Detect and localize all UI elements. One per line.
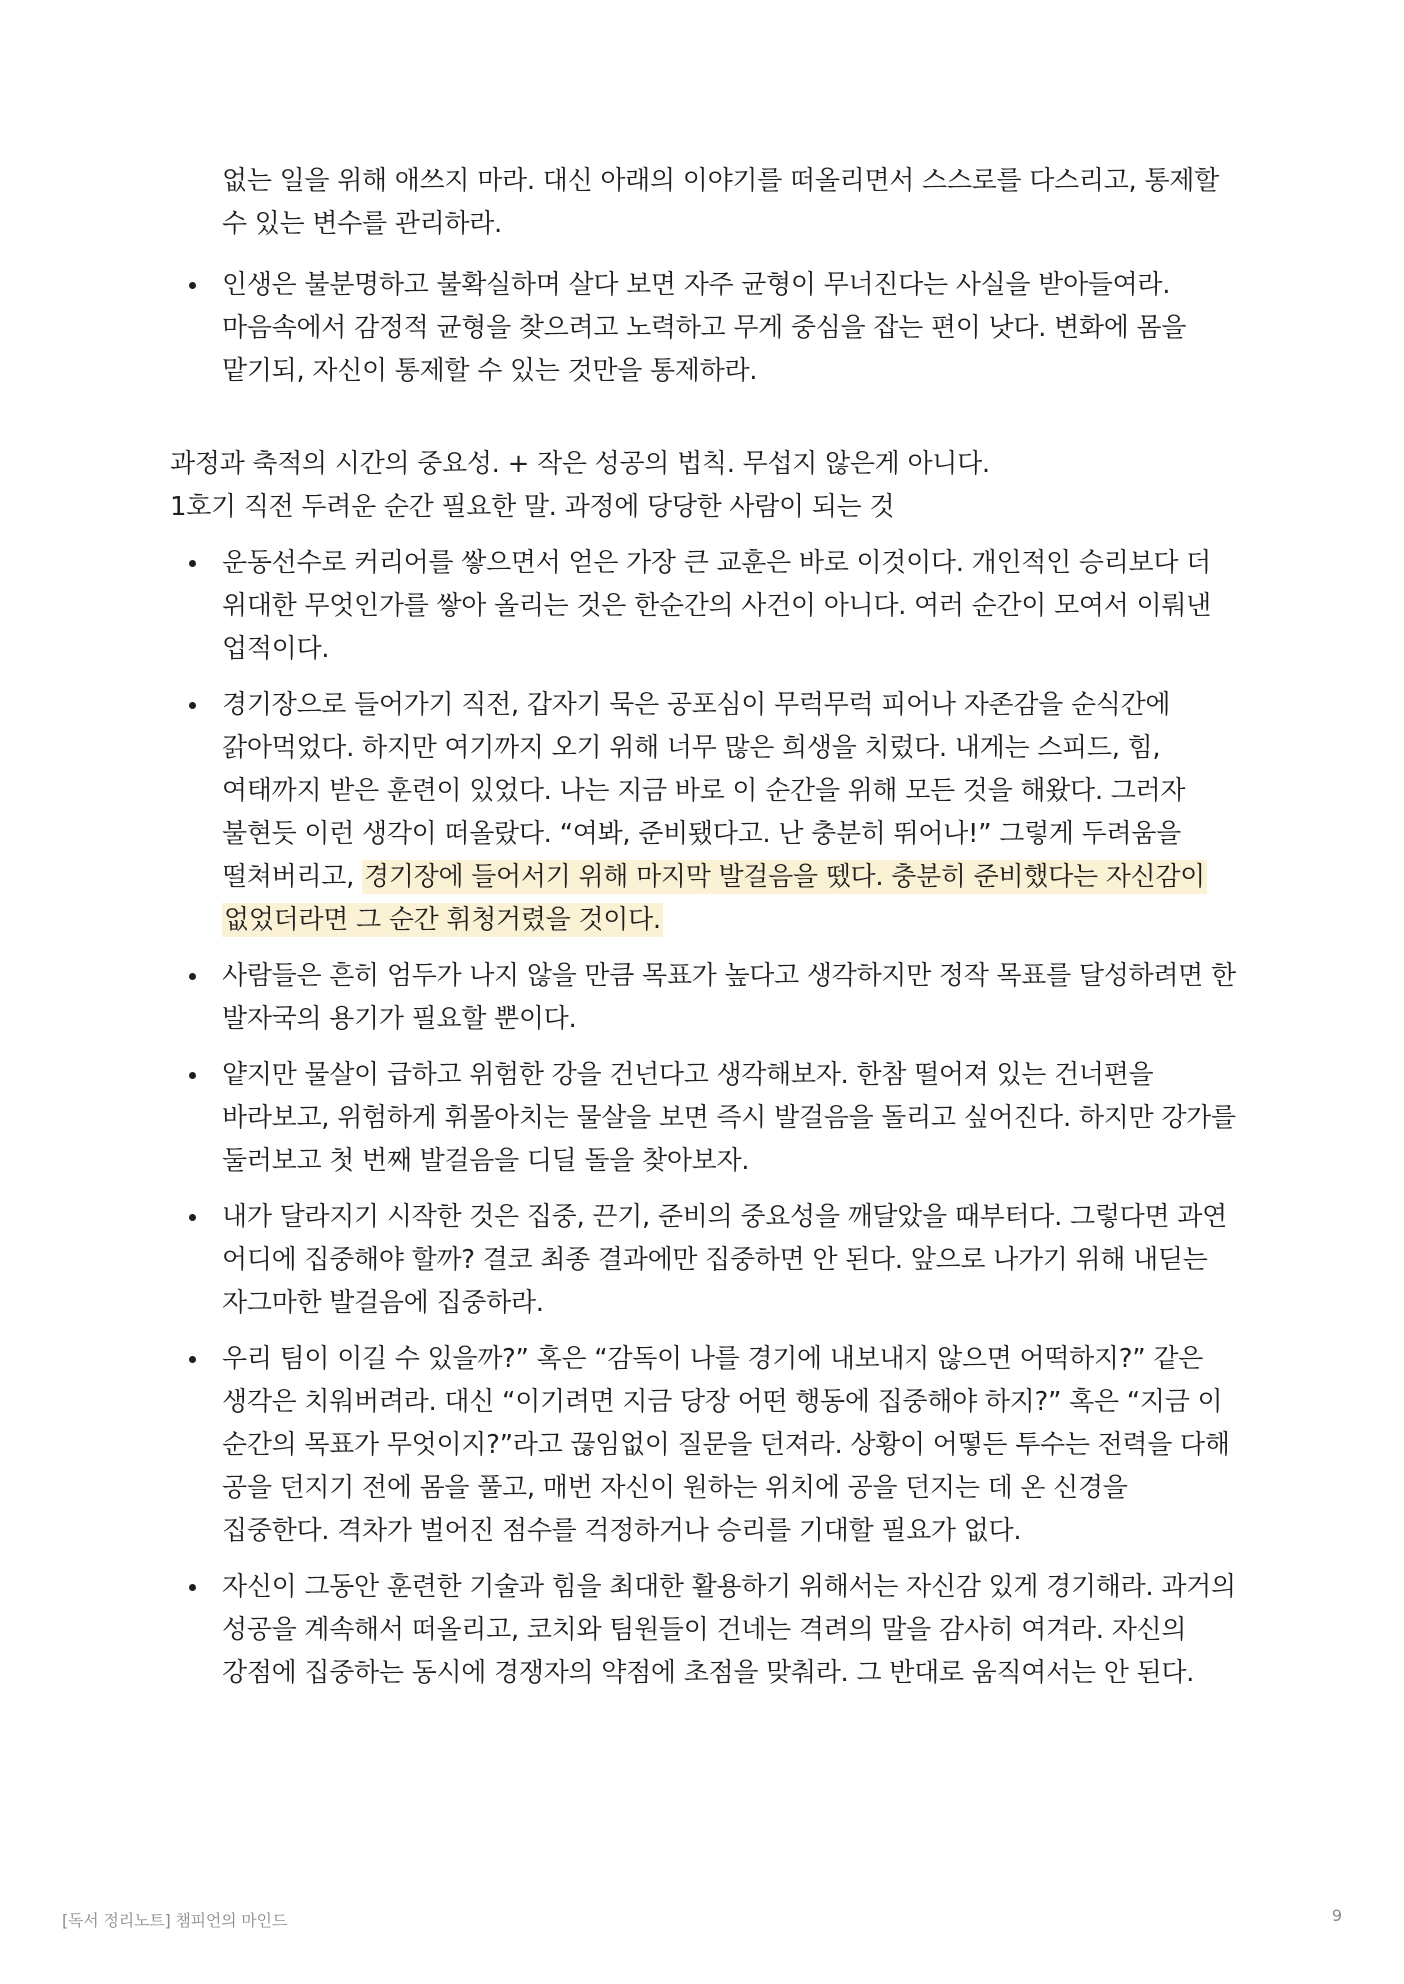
footer-title: [독서 정리노트] 챔피언의 마인드 — [62, 1911, 288, 1930]
list-item — [170, 1566, 1250, 1695]
section-heading — [170, 443, 1250, 529]
bullet-dot-icon — [189, 560, 196, 567]
list-item — [170, 542, 1250, 671]
list-item — [170, 1054, 1250, 1183]
list-item-text: 내가 달라지기 시작한 것은 집중, 끈기, 준비의 중요성을 깨달았을 때부터다. 그렇다면 과연 어디에 집중해야 할까? 결코 최종 결과에만 집중하면 안 된다. 앞으로 나가기 위해 내딛는 자그마한 발걸음에 집중하라. — [222, 1202, 1227, 1318]
section-line-2: 1호기 직전 두려운 순간 필요한 말. 과정에 당당한 사람이 되는 것 — [170, 492, 895, 522]
list-item-text: 인생은 불분명하고 불확실하며 살다 보면 자주 균형이 무너진다는 사실을 받아들여라. 마음속에서 감정적 균형을 찾으려고 노력하고 무게 중심을 잡는 편이 낫다. 변화에 몸을 맡기되, 자신이 통제할 수 있는 것만을 통제하라. — [222, 270, 1187, 386]
list-item-text: 얕지만 물살이 급하고 위험한 강을 건넌다고 생각해보자. 한참 떨어져 있는 건너편을 바라보고, 위험하게 휘몰아치는 물살을 보면 즉시 발걸음을 돌리고 싶어진다. 하지만 강가를 둘러보고 첫 번째 발걸음을 디딜 돌을 찾아보자. — [222, 1060, 1236, 1176]
list-item — [170, 1196, 1250, 1325]
bullet-dot-icon — [189, 1214, 196, 1221]
continued-bullet-text: 없는 일을 위해 애쓰지 마라. 대신 아래의 이야기를 떠올리면서 스스로를 다스리고, 통제할 수 있는 변수를 관리하라. — [222, 166, 1219, 239]
bullet-dot-icon — [189, 1072, 196, 1079]
list-item — [170, 1338, 1250, 1553]
list-item — [170, 684, 1250, 942]
bullet-list-1 — [170, 264, 1250, 393]
bullet-dot-icon — [189, 1584, 196, 1591]
list-item — [170, 955, 1250, 1041]
bullet-dot-icon — [189, 282, 196, 289]
list-item-text: 우리 팀이 이길 수 있을까?” 혹은 “감독이 나를 경기에 내보내지 않으면 어떡하지?” 같은 생각은 치워버려라. 대신 “이기려면 지금 당장 어떤 행동에 집중해야 하지?” 혹은 “지금 이 순간의 목표가 무엇이지?”라고 끊임없이 질문을 던져라. 상황이 어떻든 투수는 전력을 다해 공을 던지기 전에 몸을 풀고, 매번 자신이 원하는 위치에 공을 던지는 데 온 신경을 집중한다. 격차가 벌어진 점수를 걱정하거나 승리를 기대할 필요가 없다. — [222, 1344, 1230, 1546]
bullet-dot-icon — [189, 702, 196, 709]
bullet-list-2 — [170, 542, 1250, 1695]
list-item — [170, 264, 1250, 393]
section-line-1: 과정과 축적의 시간의 중요성. + 작은 성공의 법칙. 무섭지 않은게 아니다. — [170, 449, 990, 479]
bullet-dot-icon — [189, 1356, 196, 1363]
bullet-dot-icon — [189, 973, 196, 980]
list-item-text: 사람들은 흔히 엄두가 나지 않을 만큼 목표가 높다고 생각하지만 정작 목표를 달성하려면 한 발자국의 용기가 필요할 뿐이다. — [222, 961, 1236, 1034]
list-item-text: 자신이 그동안 훈련한 기술과 힘을 최대한 활용하기 위해서는 자신감 있게 경기해라. 과거의 성공을 계속해서 떠올리고, 코치와 팀원들이 건네는 격려의 말을 감사히 여겨라. 자신의 강점에 집중하는 동시에 경쟁자의 약점에 초점을 맞춰라. 그 반대로 움직여서는 안 된다. — [222, 1572, 1236, 1688]
highlighted-text: 경기장에 들어서기 위해 마지막 발걸음을 뗐다. 충분히 준비했다는 자신감이 없었더라면 그 순간 휘청거렸을 것이다. — [224, 862, 1205, 935]
page-number: 9 — [1331, 1906, 1342, 1925]
list-item-text: 운동선수로 커리어를 쌓으면서 얻은 가장 큰 교훈은 바로 이것이다. 개인적인 승리보다 더 위대한 무엇인가를 쌓아 올리는 것은 한순간의 사건이 아니다. 여러 순간이 모여서 이뤄낸 업적이다. — [222, 548, 1211, 664]
list-item-text: 경기장으로 들어가기 직전, 갑자기 묵은 공포심이 무럭무럭 피어나 자존감을 순식간에 갉아먹었다. 하지만 여기까지 오기 위해 너무 많은 희생을 치렀다. 내게는 스피드, 힘, 여태까지 받은 훈련이 있었다. 나는 지금 바로 이 순간을 위해 모든 것을 해왔다. 그러자 불현듯 이런 생각이 떠올랐다. “여봐, 준비됐다고. 난 충분히 뛰어나!” 그렇게 두려움을 떨쳐버리고, — [222, 690, 1186, 892]
page-content — [170, 160, 1250, 1695]
